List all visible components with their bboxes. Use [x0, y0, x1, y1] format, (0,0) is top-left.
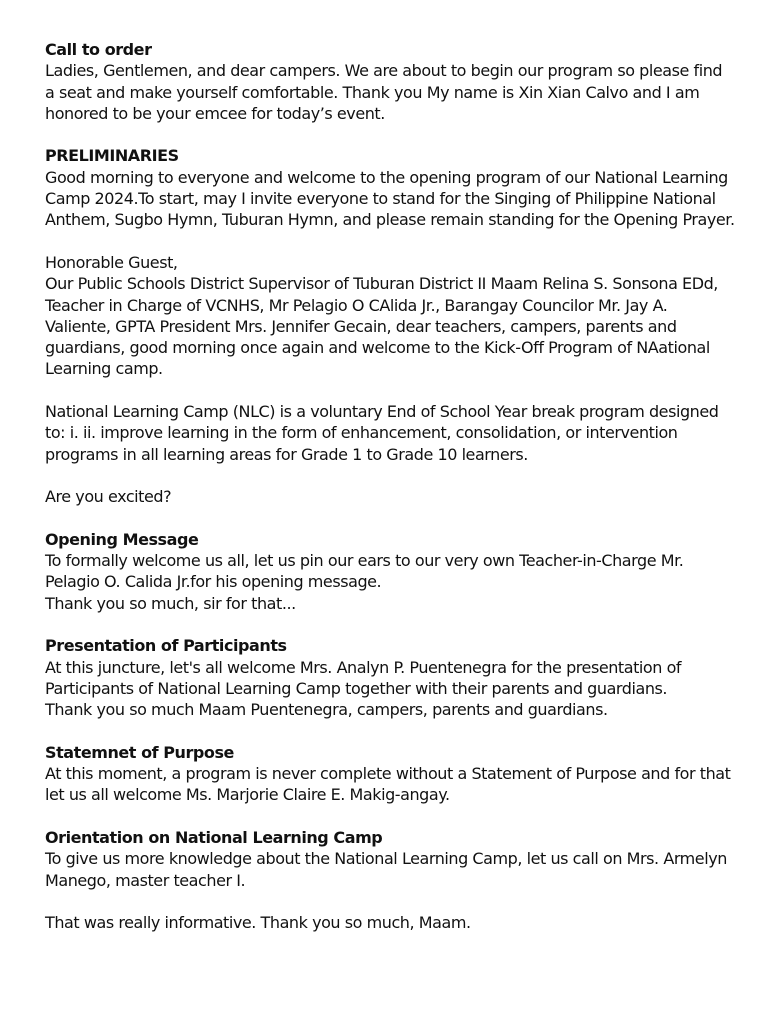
section-heading: PRELIMINARIES: [45, 146, 179, 166]
section-excited: [45, 486, 735, 507]
section-paragraph: Good morning to everyone and welcome to the opening program of our National Learning Camp 2024.To start, may I invite everyone to stand for the Singing of Philippine National Anthem, Sugbo Hymn, Tuburan Hymn, and please remain standing for the Opening Prayer.: [45, 167, 735, 230]
section-paragraph: Thank you so much Maam Puentenegra, campers, parents and guardians.: [45, 700, 608, 720]
section-closing-remark: [45, 912, 735, 933]
section-heading: Opening Message: [45, 529, 199, 549]
greeting-line: Honorable Guest,: [45, 252, 178, 272]
section-heading: Orientation on National Learning Camp: [45, 827, 383, 847]
document-page: [45, 39, 735, 955]
section-orientation: [45, 827, 735, 891]
section-call-to-order: [45, 39, 735, 124]
section-nlc-description: [45, 401, 735, 465]
section-heading: Statemnet of Purpose: [45, 742, 234, 762]
section-paragraph: To formally welcome us all, let us pin our ears to our very own Teacher-in-Charge Mr. Pelagio O. Calida Jr.for his opening message.: [45, 551, 684, 592]
section-heading: Presentation of Participants: [45, 636, 287, 656]
section-paragraph: National Learning Camp (NLC) is a voluntary End of School Year break program designed to: i. ii. improve learning in the form of enhancement, consolidation, or intervention programs in all learning areas for Grade 1 to Grade 10 learners.: [45, 402, 719, 464]
section-heading: Call to order: [45, 40, 152, 59]
section-paragraph: At this moment, a program is never complete without a Statement of Purpose and for that let us all welcome Ms. Marjorie Claire E. Makig-angay.: [45, 764, 731, 805]
section-opening-message: [45, 529, 735, 614]
section-paragraph: Ladies, Gentlemen, and dear campers. We are about to begin our program so please find a seat and make yourself comfortable. Thank you My name is Xin Xian Calvo and I am honored to be your emcee for today’s event.: [45, 61, 723, 123]
section-honorable-guests: [45, 252, 735, 380]
section-presentation-of-participants: [45, 635, 735, 720]
section-paragraph: At this juncture, let's all welcome Mrs. Analyn P. Puentenegra for the presentation of Participants of National Learning Camp together with their parents and guardians.: [45, 657, 682, 698]
section-paragraph: Our Public Schools District Supervisor of Tuburan District II Maam Relina S. Sonsona EDd, Teacher in Charge of VCNHS, Mr Pelagio O CAlida Jr., Barangay Councilor Mr. Jay A. Valiente, GPTA President Mrs. Jennifer Gecain, dear teachers, campers, parents and guardians, good morning once again and welcome to the Kick-Off Program of NAational Learning camp.: [45, 274, 718, 379]
section-paragraph: Thank you so much, sir for that...: [45, 593, 296, 613]
section-paragraph: To give us more knowledge about the National Learning Camp, let us call on Mrs. Armelyn Manego, master teacher I.: [45, 849, 727, 890]
section-paragraph: That was really informative. Thank you so much, Maam.: [45, 913, 471, 933]
section-paragraph: Are you excited?: [45, 487, 172, 507]
section-statement-of-purpose: [45, 742, 735, 806]
section-preliminaries: [45, 145, 735, 230]
